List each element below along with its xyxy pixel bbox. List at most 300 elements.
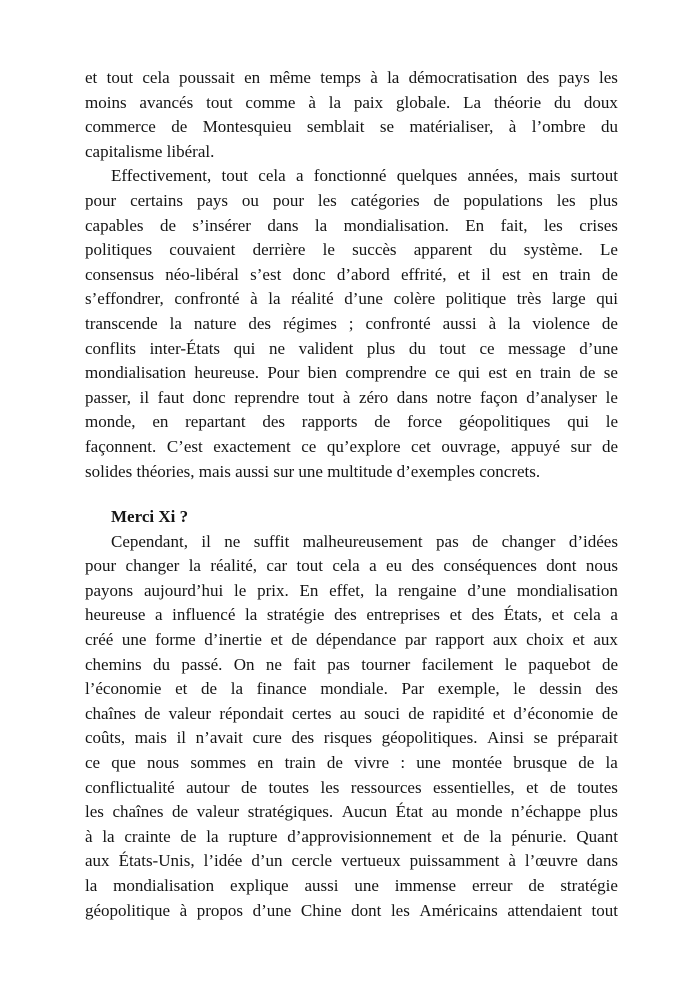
word: succès xyxy=(352,240,397,260)
word: à xyxy=(508,851,516,871)
word: cela xyxy=(142,68,170,87)
word: il xyxy=(481,264,491,284)
word: du xyxy=(489,240,507,260)
word: vertueux xyxy=(341,851,401,871)
word: n’échappe xyxy=(511,802,581,822)
word: et xyxy=(270,630,283,650)
word: bien xyxy=(307,363,338,383)
word: doux xyxy=(583,92,618,112)
word: malheureusement xyxy=(302,531,423,551)
word: la xyxy=(605,753,618,773)
word: à xyxy=(370,68,378,87)
word: le xyxy=(504,654,517,674)
word: certes xyxy=(291,703,332,723)
word: message xyxy=(508,338,566,358)
word: de xyxy=(291,630,308,650)
word: tout xyxy=(439,338,466,358)
word: à xyxy=(508,117,517,137)
word: du xyxy=(152,654,170,674)
text-line xyxy=(85,677,618,702)
text-line xyxy=(85,849,618,874)
word: fait xyxy=(293,654,316,674)
word: de xyxy=(578,753,595,773)
text-line xyxy=(85,825,618,850)
word: la xyxy=(85,876,98,895)
word: ne xyxy=(265,654,282,674)
word: dans xyxy=(586,851,618,871)
word: passer, xyxy=(85,387,132,407)
word: plus xyxy=(589,190,618,210)
word: stratégie xyxy=(266,605,325,625)
word: d’analyser xyxy=(526,387,598,407)
word: nous xyxy=(147,753,180,773)
text-line xyxy=(85,726,618,751)
text-line xyxy=(85,238,618,263)
word: et xyxy=(175,679,188,699)
word: tout xyxy=(221,166,248,186)
word: de xyxy=(472,531,489,551)
word: heureuse. xyxy=(194,363,260,383)
word: dépendance xyxy=(316,630,397,650)
word: mondialisation xyxy=(113,876,215,895)
word: d’une xyxy=(344,289,383,309)
word: chaînes xyxy=(112,802,164,822)
word: en xyxy=(244,68,261,87)
word: du xyxy=(600,117,618,137)
text-line xyxy=(85,189,618,214)
word: de xyxy=(201,679,218,699)
paragraph xyxy=(85,66,618,164)
word: politiques xyxy=(85,240,153,260)
text-line xyxy=(85,702,618,727)
word: l’œuvre xyxy=(524,851,578,871)
word: la xyxy=(188,556,201,576)
word: des xyxy=(262,412,285,432)
word: Montesquieu xyxy=(202,117,292,137)
word: la xyxy=(489,826,502,846)
word: globale. xyxy=(396,92,451,112)
word: la xyxy=(328,92,341,112)
word: mondialisation. xyxy=(343,215,449,235)
word: dont xyxy=(351,900,382,920)
word: sommes xyxy=(190,753,247,773)
word: d’une xyxy=(252,900,292,920)
word: confronté xyxy=(174,289,240,309)
word: de xyxy=(180,826,197,846)
word: sur xyxy=(570,436,592,456)
word: pour xyxy=(272,190,304,210)
word: tout xyxy=(206,92,233,112)
word: conséquences xyxy=(443,556,537,576)
word: qu’explore xyxy=(326,436,401,456)
word: État xyxy=(395,802,424,822)
word: la xyxy=(268,289,281,309)
word: colère xyxy=(393,289,436,309)
word: train xyxy=(539,363,572,383)
word: mondialisation xyxy=(85,363,187,383)
word: de xyxy=(408,703,425,723)
word: changer xyxy=(501,531,556,551)
word: Effectivement, xyxy=(111,166,212,186)
word: une xyxy=(121,630,147,650)
word: de xyxy=(171,117,188,137)
word: certains xyxy=(130,190,183,210)
word: pour xyxy=(85,556,117,576)
word: chemins xyxy=(85,654,142,674)
word: la xyxy=(206,826,219,846)
word: donc xyxy=(292,264,326,284)
word: puissamment xyxy=(409,851,500,871)
word: en xyxy=(532,264,549,284)
word: aux xyxy=(593,630,618,650)
word: d’une xyxy=(579,338,618,358)
text-line xyxy=(85,435,618,460)
word: train xyxy=(559,264,591,284)
word: stratégie xyxy=(560,876,618,895)
word: au xyxy=(339,703,356,723)
word: aujourd’hui xyxy=(143,580,224,600)
word: tourner xyxy=(361,654,411,674)
word: système. xyxy=(523,240,583,260)
word: donc xyxy=(192,387,226,407)
word: de xyxy=(601,264,618,284)
word: des xyxy=(291,728,315,748)
text-line xyxy=(85,751,618,776)
word: payons xyxy=(85,580,134,600)
word: à xyxy=(308,92,316,112)
word: de xyxy=(601,313,618,333)
text-line xyxy=(85,263,618,288)
word: du xyxy=(408,338,426,358)
word: Par xyxy=(401,679,425,699)
word: repartant xyxy=(185,412,246,432)
text-line xyxy=(85,312,618,337)
word: moins xyxy=(85,92,127,112)
word: s’effondrer, xyxy=(85,289,164,309)
word: pays xyxy=(558,68,590,87)
word: Ainsi xyxy=(487,728,524,748)
word: mondiale. xyxy=(320,679,388,699)
word: valident xyxy=(298,338,354,358)
word: exactement xyxy=(213,436,291,456)
word: dans xyxy=(396,387,428,407)
word: conflictualité xyxy=(85,777,175,797)
word: de xyxy=(601,654,618,674)
word: des xyxy=(471,605,495,625)
word: l’ombre xyxy=(531,117,586,137)
word: derrière xyxy=(252,240,306,260)
word: États, xyxy=(503,605,542,625)
text-line xyxy=(85,628,618,653)
word: attendaient xyxy=(507,900,582,920)
word: de xyxy=(601,436,618,456)
word: le xyxy=(322,240,335,260)
word: aux xyxy=(85,851,110,871)
word: nous xyxy=(585,556,618,576)
word: souci xyxy=(364,703,400,723)
word: valeur xyxy=(168,703,212,723)
word: d’inertie xyxy=(204,630,262,650)
word: n’avait xyxy=(195,728,243,748)
word: démocratisation xyxy=(408,68,518,87)
word: crises xyxy=(579,215,618,235)
word: pas xyxy=(327,654,350,674)
text-block xyxy=(85,66,618,923)
word: : xyxy=(400,753,406,773)
text-line xyxy=(85,115,618,140)
word: à xyxy=(179,900,188,920)
word: dans xyxy=(267,215,299,235)
word: ; xyxy=(348,313,354,333)
text-line xyxy=(85,530,618,555)
word: préparait xyxy=(557,728,618,748)
word: matérialiser, xyxy=(409,117,494,137)
word: cela xyxy=(573,605,601,625)
word: cercle xyxy=(291,851,333,871)
word: une xyxy=(416,753,441,773)
word: aussi xyxy=(442,313,477,333)
word: cet xyxy=(411,436,431,456)
word: pour xyxy=(85,190,117,210)
word: conflits xyxy=(85,338,136,358)
word: la xyxy=(375,580,388,600)
word: quelques xyxy=(396,166,458,186)
text-line xyxy=(85,386,618,411)
word: pays xyxy=(196,190,229,210)
text-line xyxy=(85,214,618,239)
word: par xyxy=(404,630,427,650)
word: régimes xyxy=(283,313,337,333)
word: heureuse xyxy=(85,605,146,625)
text-line xyxy=(85,579,618,604)
word: que xyxy=(111,753,136,773)
word: de xyxy=(549,777,566,797)
word: de xyxy=(326,753,343,773)
text-line xyxy=(85,874,618,899)
word: eu xyxy=(385,556,403,576)
word: On xyxy=(233,654,255,674)
word: facilement xyxy=(421,654,494,674)
word: consensus xyxy=(85,264,154,284)
word: a xyxy=(295,166,304,186)
word: des xyxy=(411,556,435,576)
text-line xyxy=(85,653,618,678)
word: En xyxy=(299,580,319,600)
word: temps xyxy=(320,68,361,87)
word: se xyxy=(379,117,395,137)
word: aux xyxy=(492,630,518,650)
word: ne xyxy=(224,531,241,551)
word: faut xyxy=(157,387,185,407)
word: les xyxy=(556,190,576,210)
word: façonnent. xyxy=(85,436,157,456)
word: violence xyxy=(532,313,590,333)
text-line xyxy=(85,287,618,312)
word: qui xyxy=(567,412,589,432)
word: Américains xyxy=(419,900,498,920)
word: les xyxy=(320,777,340,797)
word: même xyxy=(269,68,311,87)
word: théorie xyxy=(493,92,542,112)
word: d’une xyxy=(467,580,507,600)
word: mais xyxy=(528,166,561,186)
word: nature xyxy=(193,313,237,333)
word: vivre xyxy=(354,753,390,773)
word: brusque xyxy=(513,753,568,773)
word: d’un xyxy=(251,851,283,871)
word: politique xyxy=(445,289,507,309)
paragraph xyxy=(85,164,618,484)
section-heading: Merci Xi ? xyxy=(111,507,189,527)
word: de xyxy=(159,215,176,235)
word: avancés xyxy=(139,92,194,112)
word: pénurie. xyxy=(511,826,567,846)
word: plus xyxy=(589,802,618,822)
word: chaînes xyxy=(85,703,136,723)
word: entreprises xyxy=(366,605,440,625)
word: il xyxy=(201,531,211,551)
word: monde, xyxy=(85,412,136,432)
text-line xyxy=(85,776,618,801)
word: surtout xyxy=(570,166,618,186)
word: les xyxy=(599,68,618,87)
word: en xyxy=(515,363,532,383)
word: tout xyxy=(296,556,323,576)
word: inter-États xyxy=(149,338,221,358)
word: a xyxy=(610,605,618,625)
word: réalité xyxy=(291,289,334,309)
word: ce xyxy=(479,338,495,358)
word: ne xyxy=(268,338,285,358)
word: paquebot xyxy=(528,654,591,674)
word: transcende xyxy=(85,313,158,333)
word: apparent xyxy=(413,240,473,260)
word: à xyxy=(488,313,497,333)
word: le xyxy=(605,412,618,432)
word: finance xyxy=(256,679,307,699)
word: rengaine xyxy=(398,580,457,600)
word: Chine xyxy=(300,900,342,920)
word: a xyxy=(369,556,377,576)
word: comprendre xyxy=(345,363,427,383)
word: et xyxy=(449,605,462,625)
word: En xyxy=(465,215,485,235)
word: commerce xyxy=(85,117,156,137)
word: ce xyxy=(434,363,450,383)
word: essentielles, xyxy=(433,777,515,797)
word: C’est xyxy=(166,436,203,456)
word: réalité, xyxy=(210,556,258,576)
word: géopolitiques. xyxy=(381,728,478,748)
word: en xyxy=(152,412,169,432)
word: de xyxy=(528,876,545,895)
word: cela xyxy=(258,166,286,186)
word: les xyxy=(543,215,563,235)
word: de xyxy=(433,190,450,210)
word: il xyxy=(176,728,187,748)
word: confronté xyxy=(365,313,431,333)
word: en xyxy=(257,753,274,773)
word: la xyxy=(245,605,258,625)
text-line xyxy=(85,337,618,362)
word: ouvrage, xyxy=(441,436,501,456)
word: à xyxy=(250,289,258,309)
word: suffit xyxy=(253,531,290,551)
word: la xyxy=(230,679,243,699)
word: paix xyxy=(353,92,384,112)
word: rapport xyxy=(435,630,485,650)
word: passé. xyxy=(181,654,223,674)
word: dessin xyxy=(539,679,582,699)
word: des xyxy=(595,679,618,699)
word: et xyxy=(457,264,471,284)
text-line xyxy=(85,800,618,825)
text-line xyxy=(85,554,618,579)
word: explique xyxy=(230,876,289,895)
word: fait, xyxy=(500,215,528,235)
word: rupture xyxy=(228,826,278,846)
word: le xyxy=(605,387,618,407)
word: plus xyxy=(366,338,396,358)
word: au xyxy=(431,802,448,822)
word: une xyxy=(354,876,379,895)
word: la xyxy=(314,215,328,235)
word: coûts, xyxy=(85,728,126,748)
word: tout xyxy=(591,900,618,920)
word: stratégiques. xyxy=(247,802,334,822)
word: ou xyxy=(241,190,259,210)
word: de xyxy=(172,802,189,822)
word: monde xyxy=(456,802,503,822)
word: néo-libéral xyxy=(165,264,239,284)
word: force xyxy=(407,412,443,432)
word: s’insérer xyxy=(192,215,251,235)
word: zéro xyxy=(358,387,389,407)
word: populations xyxy=(463,190,543,210)
word: cela xyxy=(332,556,360,576)
word: ce xyxy=(301,436,317,456)
word: les xyxy=(390,900,410,920)
word: et xyxy=(85,68,98,87)
word: l’économie xyxy=(85,679,162,699)
word: toutes xyxy=(577,777,618,797)
word: de xyxy=(374,412,391,432)
word: erreur xyxy=(471,876,513,895)
word: la xyxy=(508,313,521,333)
word: toutes xyxy=(268,777,310,797)
word: ressources xyxy=(350,777,422,797)
word: risques xyxy=(323,728,372,748)
word: a xyxy=(155,605,163,625)
word: effet, xyxy=(329,580,365,600)
word: et xyxy=(551,605,564,625)
word: la xyxy=(102,826,115,846)
paragraph xyxy=(85,530,618,924)
word: immense xyxy=(394,876,457,895)
text-line: capitalisme libéral. xyxy=(85,141,215,161)
word: dont xyxy=(546,556,577,576)
word: mondialisation xyxy=(516,580,618,600)
word: montée xyxy=(452,753,503,773)
word: les xyxy=(317,190,337,210)
word: États-Unis, xyxy=(118,851,195,871)
word: de xyxy=(240,777,258,797)
word: cure xyxy=(252,728,282,748)
word: le xyxy=(513,679,526,699)
word: se xyxy=(533,728,548,748)
text-line: solides théories, mais aussi sur une multitude d’exemples concrets. xyxy=(85,461,541,481)
word: tout xyxy=(307,387,335,407)
